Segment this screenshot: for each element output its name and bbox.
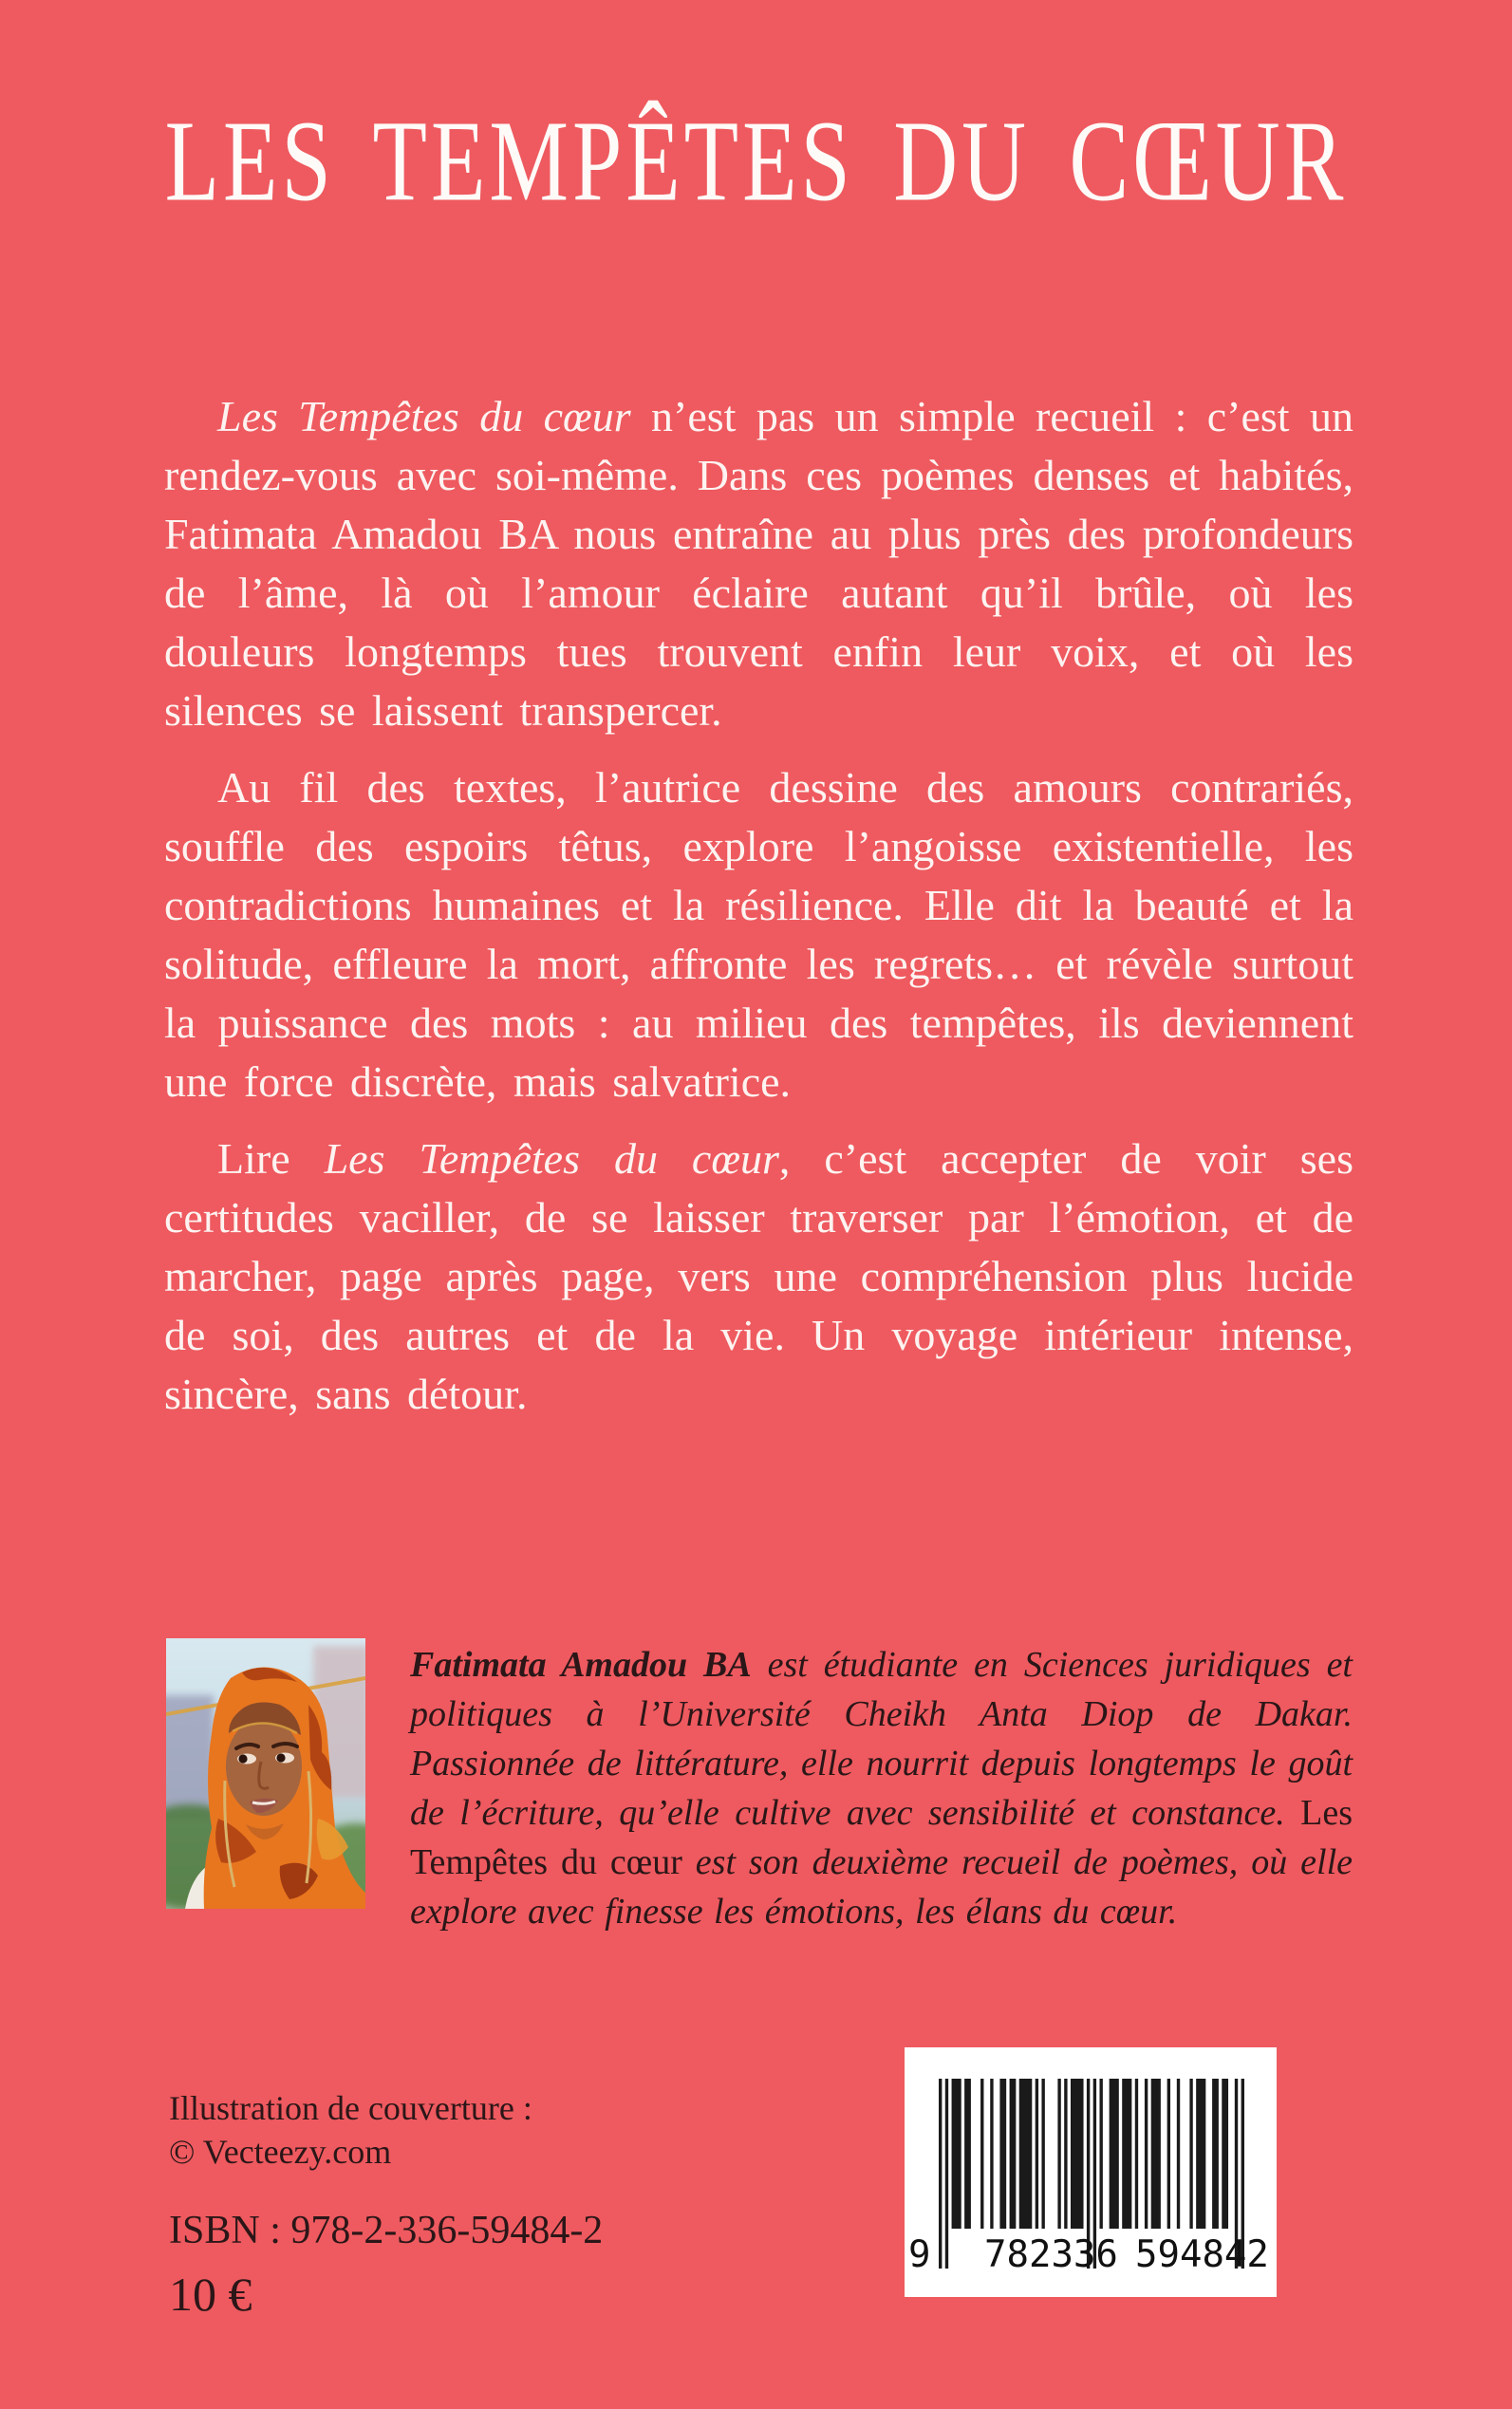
synopsis-p3-lead: Lire — [217, 1134, 325, 1183]
barcode-bar — [999, 2079, 1006, 2229]
synopsis-paragraph-2 — [164, 758, 1353, 1111]
author-bio-book-title: Les Tempêtes du cœur — [410, 1793, 1353, 1882]
barcode-bar — [990, 2079, 993, 2229]
barcode-bar — [952, 2079, 961, 2229]
isbn-text: ISBN : 978-2-336-59484-2 — [169, 2209, 604, 2252]
barcode-bar — [1064, 2079, 1067, 2229]
barcode-bar — [945, 2079, 948, 2269]
barcode-bar — [1110, 2079, 1119, 2229]
barcode-bar — [1057, 2079, 1060, 2229]
synopsis-paragraph-3 — [164, 1130, 1353, 1424]
barcode-bar — [1222, 2079, 1228, 2229]
barcode-bar — [1041, 2079, 1044, 2229]
barcode-bar — [1010, 2079, 1017, 2229]
synopsis-p3-text: , c’est accepter de voir ses certitudes vaciller, de se laisser traverser par l’émotion, et de marcher, page après page, vers une compréhension plus lucide de soi, des autres et de la vie. Un voyage intérieur intense, sincère, sans détour. — [164, 1134, 1353, 1418]
barcode-bar — [939, 2079, 942, 2269]
barcode-bar — [1167, 2079, 1170, 2229]
cover-illustration-credit — [169, 2086, 532, 2174]
barcode-digit-lead: 9 — [908, 2233, 931, 2276]
synopsis-paragraph-1 — [164, 387, 1353, 740]
price-text: 10 € — [169, 2268, 252, 2321]
cover-credit-line1: Illustration de couverture : — [169, 2089, 532, 2127]
barcode-bar — [1122, 2079, 1131, 2229]
cover-credit-line2: © Vecteezy.com — [169, 2133, 392, 2171]
book-title: LES TEMPÊTES DU CŒUR — [164, 97, 1348, 226]
barcode-bar — [1151, 2079, 1161, 2229]
barcode-bar — [964, 2079, 971, 2229]
author-section — [166, 1638, 1353, 1942]
barcode-digit-group1: 782336 — [984, 2233, 1118, 2276]
author-bio-part2: est son deuxième recueil de poèmes, où elle explore avec finesse les émotions, les élans du cœur. — [410, 1842, 1353, 1932]
synopsis-p1-text: n’est pas un simple recueil : c’est un rendez-vous avec soi-même. Dans ces poèmes denses et habités, Fatimata Amadou BA nous entraîne au plus près des profondeurs de l’âme, là où l’amour éclaire autant qu’il brûle, où les douleurs longtemps tues trouvent enfin leur voix, et où les silences se laissent transpercer. — [164, 392, 1353, 735]
barcode-bar — [1036, 2079, 1038, 2229]
barcode-bar — [1212, 2079, 1219, 2229]
author-photo — [166, 1638, 365, 1909]
barcode-bar — [1099, 2079, 1102, 2229]
barcode-bar — [1135, 2079, 1138, 2229]
synopsis — [164, 387, 1353, 1442]
barcode-bar — [1071, 2079, 1084, 2229]
barcode-bar — [1177, 2079, 1180, 2229]
synopsis-p1-book-title-ref: Les Tempêtes du cœur — [217, 392, 631, 440]
synopsis-p2-text: Au fil des textes, l’autrice dessine des amours contrariés, souffle des espoirs têtus, explore l’angoisse existentielle, les contradictions humaines et la résilience. Elle dit la beauté et la solitude, effleure la mort, affronte les regrets… et révèle surtout la puissance des mots : au milieu des tempêtes, ils deviennent une force discrète, mais salvatrice. — [164, 763, 1353, 1106]
barcode-bar — [1145, 2079, 1148, 2229]
barcode-bar — [1196, 2079, 1205, 2229]
barcode-bar — [980, 2079, 983, 2229]
barcode-digit-group2: 594842 — [1135, 2233, 1269, 2276]
barcode — [905, 2047, 1277, 2297]
barcode-bar — [1019, 2079, 1033, 2229]
author-bio-part1: est étudiante en Sciences juridiques et politiques à l’Université Cheikh Anta Diop de Dakar. Passionnée de littérature, elle nourrit depuis longtemps le goût de l’écriture, qu’elle cultive avec sensibilité et constance. — [410, 1645, 1353, 1833]
synopsis-p3-book-title-ref: Les Tempêtes du cœur — [324, 1134, 779, 1183]
author-bio — [410, 1640, 1353, 1936]
author-name: Fatimata Amadou BA — [410, 1645, 752, 1685]
barcode-bar — [1189, 2079, 1192, 2229]
